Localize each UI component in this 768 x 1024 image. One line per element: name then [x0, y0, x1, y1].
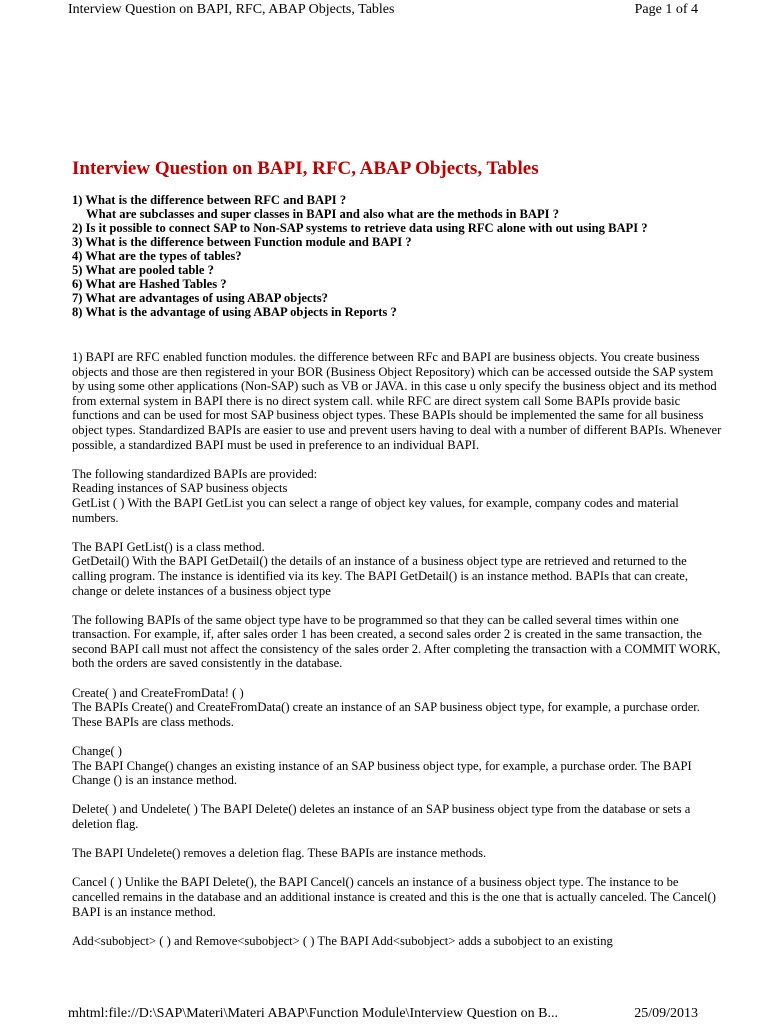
text-line: GetList ( ) With the BAPI GetList you can select a range of object key values, for example, company codes and material numbers.	[72, 495, 679, 525]
text-line: The following standardized BAPIs are provided:	[72, 466, 318, 481]
paragraph-standardized-bapis	[72, 467, 722, 525]
question-item: 2) Is it possible to connect SAP to Non-SAP systems to retrieve data using RFC alone with out using BAPI ?	[72, 221, 648, 235]
text-line: GetDetail() With the BAPI GetDetail() the details of an instance of a business object type are retrieved and returned to the calling program. The instance is identified via its key. The BAPI GetDetail() is an instance method. BAPIs that can create, change or delete instances of a business object type	[72, 554, 688, 598]
paragraph-getdetail	[72, 540, 722, 598]
text-line: The BAPI Change() changes an existing instance of an SAP business object type, for example, a purchase order. The BAPI Change () is an instance method.	[72, 758, 692, 788]
paragraph-add-remove: Add<subobject> ( ) and Remove<subobject> ( ) The BAPI Add<subobject> adds a subobject to an existing	[72, 933, 613, 948]
text-line: Change( )	[72, 744, 123, 759]
footer-url: mhtml:file://D:\SAP\Materi\Materi ABAP\Function Module\Interview Question on B...	[68, 1006, 558, 1021]
paragraph-delete: Delete( ) and Undelete( ) The BAPI Delete() deletes an instance of an SAP business object type from the database or sets a deletion flag.	[72, 802, 691, 831]
answer-body	[72, 350, 722, 963]
paragraph-create	[72, 686, 722, 730]
question-list	[72, 193, 712, 319]
paragraph-change	[72, 744, 722, 788]
page-number: Page 1 of 4	[634, 2, 698, 17]
paragraph-cancel: Cancel ( ) Unlike the BAPI Delete(), the BAPI Cancel() cancels an instance of a business object type. The instance to be cancelled remains in the database and an additional instance is created and this is the one that is actually canceled. The Cancel() BAPI is an instance method.	[72, 875, 716, 919]
page-header	[68, 0, 698, 20]
text-line: Create( ) and CreateFromData! ( )	[72, 685, 244, 700]
text-line: The BAPIs Create() and CreateFromData() create an instance of an SAP business object type, for example, a purchase order. These BAPIs are class methods.	[72, 700, 700, 729]
question-item: 8) What is the advantage of using ABAP objects in Reports ?	[72, 305, 397, 319]
question-item: 7) What are advantages of using ABAP objects?	[72, 291, 328, 305]
question-item: 6) What are Hashed Tables ?	[72, 277, 227, 291]
paragraph-transaction: The following BAPIs of the same object type have to be programmed so that they can be called several times within one transaction. For example, if, after sales order 1 has been created, a second sales order 2 is created in the same transaction, the second BAPI call must not affect the consistency of the sales order 2. After completing the transaction with a COMMIT WORK, both the orders are saved consistently in the database.	[72, 612, 721, 671]
question-item: What are subclasses and super classes in BAPI and also what are the methods in BAPI ?	[86, 207, 560, 221]
question-item: 4) What are the types of tables?	[72, 249, 242, 263]
paragraph-undelete: The BAPI Undelete() removes a deletion flag. These BAPIs are instance methods.	[72, 846, 487, 861]
footer-date: 25/09/2013	[634, 1006, 698, 1021]
question-item: 5) What are pooled table ?	[72, 263, 214, 277]
header-title: Interview Question on BAPI, RFC, ABAP Objects, Tables	[68, 2, 395, 17]
question-item: 1) What is the difference between RFC and BAPI ?	[72, 193, 347, 207]
text-line: Reading instances of SAP business objects	[72, 481, 288, 496]
document-title: Interview Question on BAPI, RFC, ABAP Objects, Tables	[72, 158, 539, 179]
question-item: 3) What is the difference between Function module and BAPI ?	[72, 235, 412, 249]
paragraph-bapi-definition: 1) BAPI are RFC enabled function modules. the difference between RFc and BAPI are business objects. You create business objects and those are then registered in your BOR (Business Object Repository) which can be accessed outside the SAP system by using some other applications (Non-SAP) such as VB or JAVA. in this case u only specify the business object and its method from external system in BAPI there is no direct system call. while RFC are direct system call Some BAPIs provide basic functions and can be used for most SAP business object types. These BAPIs should be implemented the same for all business object types. Standardized BAPIs are easier to use and prevent users having to deal with a number of different BAPIs. Whenever possible, a standardized BAPI must be used in preference to an individual BAPI.	[72, 350, 722, 452]
text-line: The BAPI GetList() is a class method.	[72, 539, 265, 554]
page-footer	[68, 1004, 698, 1024]
